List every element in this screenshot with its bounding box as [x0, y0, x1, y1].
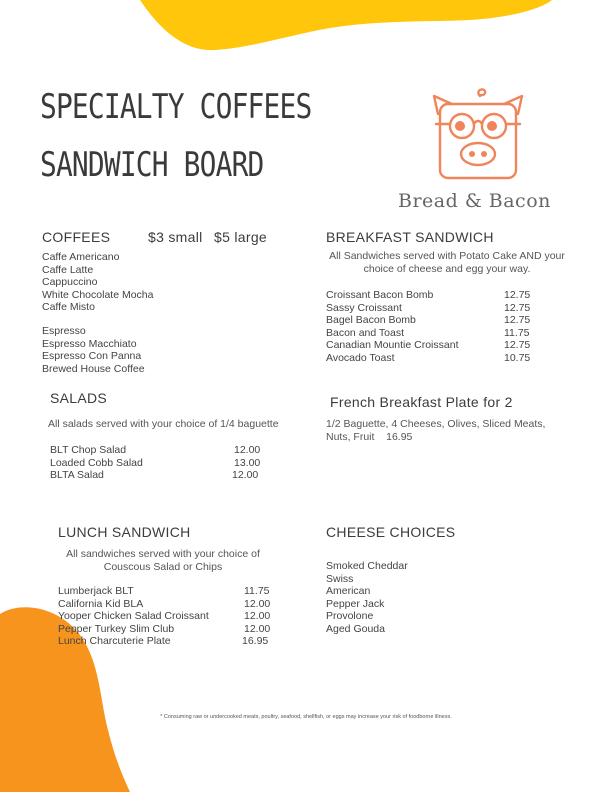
list-item: Brewed House Coffee [42, 362, 145, 375]
breakfast-heading: BREAKFAST SANDWICH [326, 229, 494, 245]
list-item: Caffe Americano [42, 251, 120, 263]
breakfast-list [326, 289, 531, 365]
coffees-heading: COFFEES [42, 229, 111, 245]
list-item: American [326, 585, 371, 598]
list-item: Aged Gouda [326, 622, 385, 635]
table-row: Bagel Bacon Bomb 12.75 [326, 314, 531, 327]
cheese-heading: CHEESE CHOICES [326, 524, 456, 540]
list-item: White Chocolate Mocha [42, 288, 154, 301]
coffees-list [42, 251, 153, 314]
lunch-list [58, 585, 271, 648]
list-item: Swiss [326, 572, 354, 585]
coffees-price-large: $5 large [214, 229, 267, 245]
list-item: Espresso Con Panna [42, 350, 142, 363]
salads-list [50, 444, 261, 482]
table-row: BLTA Salad 12.00 [50, 469, 259, 482]
table-row: Avocado Toast 10.75 [326, 351, 531, 364]
list-item: Pepper Jack [326, 597, 385, 610]
lunch-note: All sandwiches served with your choice of Couscous Salad or Chips [66, 548, 260, 573]
list-item: Smoked Cheddar [326, 560, 408, 572]
french-plate-heading: French Breakfast Plate for 2 [330, 394, 513, 410]
table-row: Loaded Cobb Salad 13.00 [50, 456, 261, 469]
cheese-list [326, 560, 408, 636]
brand-name: Bread & Bacon [398, 190, 551, 212]
espresso-list [42, 325, 145, 375]
table-row: Lunch Charcuterie Plate 16.95 [58, 635, 269, 648]
list-item: Espresso Macchiato [42, 337, 137, 350]
table-row: Yooper Chicken Salad Croissant 12.00 [58, 610, 271, 623]
list-item: Caffe Latte [42, 263, 94, 276]
list-item: Caffe Misto [42, 301, 95, 314]
salads-note: All salads served with your choice of 1/4 baguette [48, 418, 279, 430]
table-row: Canadian Mountie Croissant 12.75 [326, 339, 531, 352]
table-row: BLT Chop Salad 12.00 [50, 444, 261, 456]
salads-heading: SALADS [50, 390, 108, 406]
yellow-blob-decoration [0, 0, 612, 60]
table-row: Sassy Croissant 12.75 [326, 301, 531, 314]
page-title-line1: SPECIALTY COFFEES [40, 87, 312, 127]
table-row: Croissant Bacon Bomb 12.75 [326, 289, 531, 301]
french-plate-price: 16.95 [386, 431, 413, 443]
coffees-price-small: $3 small [148, 229, 203, 245]
list-item: Cappuccino [42, 276, 98, 289]
page-title-line2: SANDWICH BOARD [40, 145, 264, 185]
table-row: Pepper Turkey Slim Club 12.00 [58, 622, 271, 635]
breakfast-note: All Sandwiches served with Potato Cake AND your choice of cheese and egg your way. [329, 250, 565, 275]
food-safety-footnote: * Consuming raw or undercooked meats, poultry, seafood, shellfish, or eggs may increase your risk of foodborne illness. [160, 714, 452, 720]
french-plate-description: 1/2 Baguette, 4 Cheeses, Olives, Sliced Meats, Nuts, Fruit 16.95 [326, 418, 546, 443]
lunch-heading: LUNCH SANDWICH [58, 524, 191, 540]
list-item: Provolone [326, 610, 374, 623]
table-row: California Kid BLA 12.00 [58, 597, 271, 610]
table-row: Bacon and Toast 11.75 [326, 326, 530, 339]
list-item: Espresso [42, 325, 86, 337]
table-row: Lumberjack BLT 11.75 [58, 585, 270, 597]
pig-with-glasses-icon [430, 86, 526, 182]
